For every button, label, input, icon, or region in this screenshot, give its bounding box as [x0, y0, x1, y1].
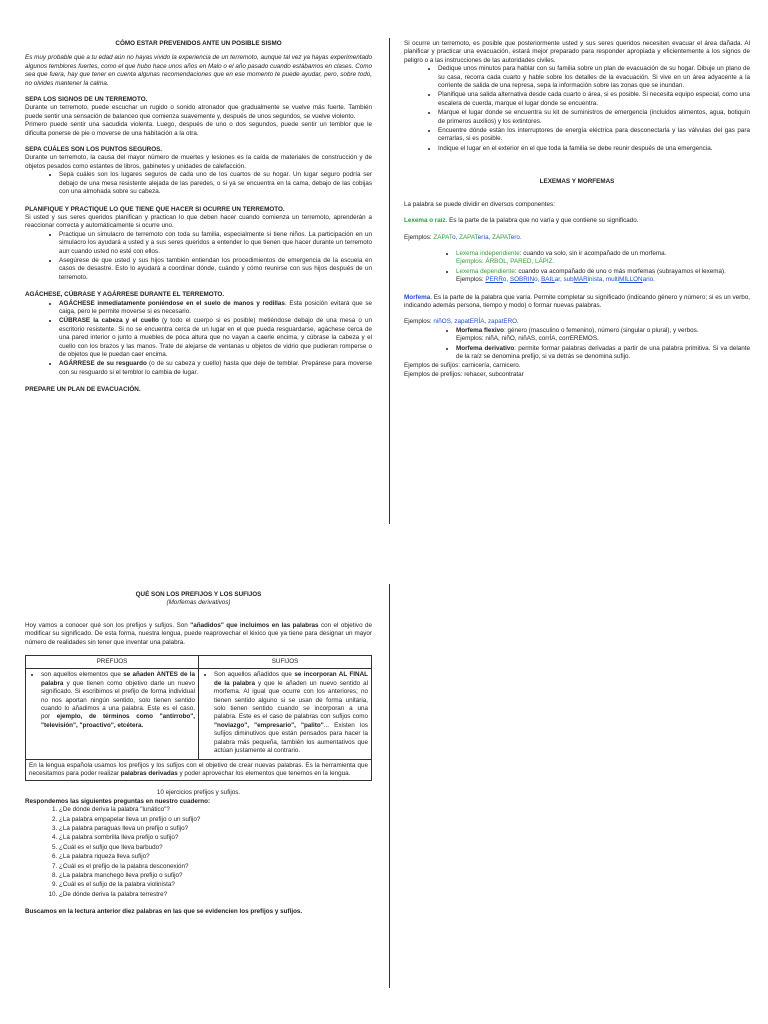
questions-list — [25, 806, 372, 899]
question-item: 9. ¿Cuál es el sufijo de la palabra violinista? — [59, 881, 372, 889]
suffix: o, — [452, 233, 460, 241]
section-evacuacion-lexemas — [404, 40, 750, 379]
morpheme: ar, sub — [554, 276, 574, 284]
column-divider-bottom — [389, 584, 390, 988]
text: : género (masculino o femenino), número (singular o plural), y verbos. — [503, 326, 699, 334]
list-item — [456, 327, 750, 344]
bullet-list — [25, 300, 372, 378]
term-lexema: Lexema o raíz — [404, 217, 446, 225]
text: . Es la parte de la palabra que varía. Permite completar su significado (indicando género y número; si es un verbo, indicando además persona, tiempo y modo) o formar nuevas palabras. — [404, 293, 750, 309]
list-item — [456, 250, 750, 267]
list-item: • Practique un simulacro de terremoto con toda su familia, especialmente si tiene niños. La participación en un simulacro los ayudará a usted y a sus seres queridos a entender lo que tienen que hacer durante un terremoto aun cuando usted no esté con ellos. — [59, 231, 372, 256]
term: Morfema derivativo — [456, 344, 515, 352]
label: Ejemplos: — [404, 318, 434, 326]
text: ... Existen los sufijos diminutivos que están pensados para hacer la palabra más pequeña, también los aumentativos que actúan justamente al contrario. — [214, 721, 368, 755]
prefijos-sufijos-table — [25, 655, 372, 781]
list-item — [214, 671, 368, 755]
lexema-definition — [404, 217, 750, 225]
question-item: 3. ¿La palabra paraguas lleva un prefijo o sufijo? — [59, 825, 372, 833]
final-instruction: Buscamos en la lectura anterior diez palabras en las que se evidencien los prefijos y sufijos. — [25, 908, 303, 916]
section-prefijos-sufijos — [25, 591, 372, 917]
suffix-examples: Ejemplos de sufijos: carnicería, carnicero. — [404, 362, 521, 370]
bullet-list — [25, 171, 372, 196]
section-title: LEXEMAS Y MORFEMAS — [539, 178, 615, 186]
suffix: ería, — [477, 233, 493, 241]
list-item: • Indique el lugar en el exterior en el que toda la familia se debe reunir después de una emergencia. — [438, 145, 750, 153]
list-item — [59, 300, 372, 317]
bold-text: ejemplo, de términos como "antirrobo", "televisión", "proactivo", etcétera. — [41, 713, 195, 729]
morpheme: o, — [502, 276, 510, 284]
section-heading: PREPARE UN PLAN DE EVACUACIÓN. — [25, 386, 141, 394]
bullet-list — [404, 327, 750, 362]
list-item: • Planifique una salida alternativa desde cada cuarto o área, si es posible. Si necesita equipo especial, como una escalera de cuerda, marque el lugar donde se encuentra. — [438, 91, 750, 108]
paragraph: Durante un terremoto, la causa del mayor número de muertes y lesiones es la caída de materiales de construcción y de objetos pesados como estantes de libros, gabinetes y unidades de calefacción. — [25, 154, 372, 170]
section-heading: AGÁCHESE, CÚBRASE Y AGÁRRESE DURANTE EL TERREMOTO. — [25, 291, 225, 299]
list-item: • Marque el lugar donde se encuentra su kit de suministros de emergencia (incluidos alimentos, agua, botiquín de primeros auxilios) y los extintores. — [438, 109, 750, 126]
text: Son aquellos añadidos que — [214, 671, 295, 679]
lexeme: MAR — [573, 276, 588, 284]
suffix: ero. — [510, 233, 522, 241]
intro-paragraph: Es muy probable que a tu edad aún no hayas vivido la experiencia de un terremoto, aunque tal vez ya hayas experimentado algunos temblores fuertes, como el que hubo hace unos años en Malo o el año pasado cuando estábamos en clases. Como sea que fuera, hay que tener en cuenta algunas recomendaciones que en ese momento te puede ayudar, pero, sobre todo, no olvides mantener la calma. — [25, 54, 372, 87]
question-item: 1. ¿De dónde deriva la palabra "lunático"? — [59, 806, 372, 814]
question-item: 4. ¿La palabra sombrilla lleva prefijo o sufijo? — [59, 834, 372, 842]
text: y que tienen como objetivo darle un nuevo significado. Si escribimos el prefijo de forma individual no nos aportan ningún sentido, solo tienen sentido cuando lo añadimos a una palabra. Este es el caso, por — [41, 679, 195, 721]
examples: Ejemplos: niñA, niñO, niñAS, corrÍA, corrEREMOS. — [456, 335, 599, 343]
question-item: 6. ¿La palabra riqueza lleva sufijo? — [59, 853, 372, 861]
morfema-examples — [404, 318, 750, 326]
question-item: 8. ¿La palabra manchego lleva prefijo o sufijo? — [59, 872, 372, 880]
column-divider-top — [389, 38, 390, 524]
text: : permite formar palabras derivadas a partir de una palabra primitiva. Si va delante de la raíz se denomina prefijo, si va detrás se denomina sufijo. — [456, 344, 750, 360]
section-title: QUÉ SON LOS PREFIJOS Y LOS SUFIJOS — [135, 591, 262, 598]
text: con el objetivo de modificar su significado. De esta forma, nuestra lengua, puede reaprovechar el léxico que ya tiene para designar un mayor número de realidades sin tener que inventar una palabra. — [25, 621, 372, 646]
prefix-examples: Ejemplos de prefijos: rehacer, subcontratar — [404, 370, 524, 378]
lexema-examples — [404, 234, 750, 242]
bullet-list — [25, 231, 372, 282]
bold-text: palabras derivadas — [120, 769, 178, 777]
paragraph: Si usted y sus seres queridos planifican y practican lo que deben hacer cuando comienza un terremoto, aprenderán a reaccionar correcta y automáticamente si ocurre uno. — [25, 213, 372, 230]
list-item — [456, 268, 750, 285]
lexeme: ZAPAT — [433, 233, 453, 241]
section-subtitle: (Morfemas derivativos) — [166, 599, 231, 607]
intro-paragraph — [25, 622, 372, 647]
question-item: 2. ¿La palabra empapelar lleva un prefijo o un sufijo? — [59, 816, 372, 824]
text: En la lengua española usamos los prefijos y los sufijos con el objetivo de crear nuevas palabras. Es la herramienta que necesitamos para poder realizar — [29, 761, 368, 777]
list-item — [59, 360, 372, 377]
table-header: PREFIJOS — [26, 656, 199, 669]
bold-text: se añaden ANTES de la palabra — [41, 671, 195, 687]
bold-text: AGÁCHESE inmediatamente poniéndose en el suelo de manos y rodillas — [59, 299, 285, 307]
list-item: • Sepa cuáles son los lugares seguros de cada uno de los cuartos de su hogar. Un lugar seguro podría ser debajo de una mesa resistente alejada de las paredes, o si ya se encuentra en la cama, debajo de las cobijas con una almohada sobre su cabeza. — [59, 171, 372, 196]
examples: niñOS, zapatERÍA, zapatERO. — [433, 318, 519, 326]
page-title: CÓMO ESTAR PREVENIDOS ANTE UN POSIBLE SISMO — [115, 40, 282, 47]
text: (y todo el cuerpo si es posible) metiéndose debajo de una mesa o un escritorio resistente. Si no se encuentra cerca de un lugar en el que pueda resguardarse, agáchese cerca de una pared interior o junto a muebles de poca altura que no vayan a caerle encima, y cúbrase la cabeza y el cuello con los brazos y las manos. Trate de alejarse de ventanas u objetos de vidrio que pudieran romperse o de objetos que le puedan caer encima. — [59, 317, 373, 358]
lexeme: PERR — [485, 276, 503, 284]
term-morfema: Morfema — [404, 293, 431, 301]
list-item — [59, 317, 372, 359]
morpheme: inista, multi — [587, 276, 620, 284]
table-cell — [26, 669, 199, 759]
bold-text: "noviazgo", "empresario", "palito" — [214, 721, 324, 729]
paragraph: Primero puede sentir una sacudida violenta. Luego, después de uno o dos segundos, puede sentir un temblor que le dificulta ponerse de pie o moverse de una habitación a la otra. — [25, 121, 372, 137]
table-header: SUFIJOS — [199, 656, 372, 669]
text: Hoy vamos a conocer qué son los prefijos y sufijos. Son — [25, 621, 191, 629]
text: (o de su cabeza y cuello) hasta que deje de temblar. Prepárese para moverse con su resguardo si el temblor lo cambia de lugar. — [59, 360, 372, 376]
lexeme: ZAPAT — [459, 233, 478, 241]
text: . Esta posición evitará que se caiga, pero le permite moverse si es necesario. — [59, 299, 372, 315]
bold-text: CÚBRASE la cabeza y el cuello — [59, 317, 159, 325]
lexeme: SOBRIN — [509, 276, 535, 284]
lexeme: BAIL — [541, 276, 555, 284]
term: Lexema independiente — [456, 249, 520, 257]
section-heading: SEPA LOS SIGNOS DE UN TERREMOTO. — [25, 96, 148, 104]
table-cell — [199, 669, 372, 759]
lexeme: ZAPAT — [492, 233, 511, 241]
section-sismo — [25, 40, 372, 395]
paragraph: Durante un terremoto, puede escuchar un rugido o sonido atronador que gradualmente se vuelve más fuerte. También puede sentir una sensación de balanceo que comienza suavemente y, después de unos segundos, se vuelve violento. — [25, 104, 372, 120]
examples: Ejemplos: ÁRBOL, PARED, LÁPIZ. — [456, 258, 555, 266]
list-item: • Encuentre dónde están los interruptores de energía eléctrica para desconectarla y las válvulas del gas para cerrarlas, si es posible. — [438, 127, 750, 144]
bullet-list — [404, 65, 750, 153]
lexeme: MILLON — [619, 276, 643, 284]
morpheme: o, — [534, 276, 542, 284]
paragraph: La palabra se puede dividir en diversos componentes: — [404, 200, 555, 208]
term: Lexema dependiente — [456, 267, 515, 275]
list-item — [41, 671, 195, 730]
exercises-intro: Respondemos las siguientes preguntas en nuestro cuaderno: — [25, 797, 211, 805]
text: : cuando va solo, sin ir acompañado de un morfema. — [519, 249, 667, 257]
text: son aquellos elementos que — [41, 671, 124, 679]
bold-text: AGÁRRESE de su resguardo — [59, 360, 147, 368]
morfema-definition — [404, 294, 750, 311]
morpheme: ario. — [642, 276, 655, 284]
bullet-list — [404, 250, 750, 285]
bold-text: se incorporan AL FINAL de la palabra — [214, 671, 368, 687]
list-item — [456, 345, 750, 362]
label: Ejemplos: — [404, 233, 434, 241]
question-item: 10. ¿De dónde deriva la palabra terrestre? — [59, 891, 372, 899]
section-heading: PLANIFIQUE Y PRACTIQUE LO QUE TIENE QUE HACER SI OCURRE UN TERREMOTO. — [25, 205, 285, 213]
exercises-title: 10 ejercicios prefijos y sufijos. — [156, 789, 241, 797]
text: y poder aprovechar los elementos que tenemos en la lengua. — [177, 769, 351, 777]
term: Morfema flexivo — [456, 326, 504, 334]
question-item: 5. ¿Cuál es el sufijo que lleva barbudo? — [59, 844, 372, 852]
paragraph: Si ocurre un terremoto, es posible que posteriormente usted y sus seres queridos necesiten evacuar el área dañada. Al planificar y practicar una evacuación, estará mejor preparado para responder apropiada y eficientemente a los signos de peligro o a las instrucciones de las autoridades civiles. — [404, 40, 750, 64]
table-cell — [26, 759, 372, 781]
bold-text: "añadidos" que incluimos en las palabras — [190, 621, 319, 629]
section-heading: SEPA CUÁLES SON LOS PUNTOS SEGUROS. — [25, 146, 163, 154]
text: : cuando va acompañado de uno o más morfemas (subrayamos el lexema). Ejemplos: — [456, 267, 726, 284]
text: . Es la parte de la palabra que no varía y que contiene su significado. — [445, 217, 639, 225]
list-item: • Asegúrese de que usted y sus hijos también entiendan los procedimientos de emergencia de la escuela en casos de desastre. Esto lo ayudará a coordinar dónde, cuándo y cómo reunirse con sus hijos después de un terremoto. — [59, 257, 372, 282]
text: y que le añaden un nuevo sentido al morfema. Al igual que ocurre con los anteriores, no tienen sentido alguno si se usan de forma unitaria, solo tienen sentido cuando se incorporan a una palabra. Este es el caso de palabras con sufijos como — [214, 679, 368, 721]
list-item: • Dedique unos minutos para hablar con su familia sobre un plan de evacuación de su hogar. Dibuje un plano de su casa, recorra cada cuarto y hable sobre los detalles de la evacuación. Si vive en un área adyacente a la corriente de salida de una represa, sepa la información sobre las zonas que se inundan. — [438, 65, 750, 90]
question-item: 7. ¿Cuál es el prefijo de la palabra desconexión? — [59, 863, 372, 871]
